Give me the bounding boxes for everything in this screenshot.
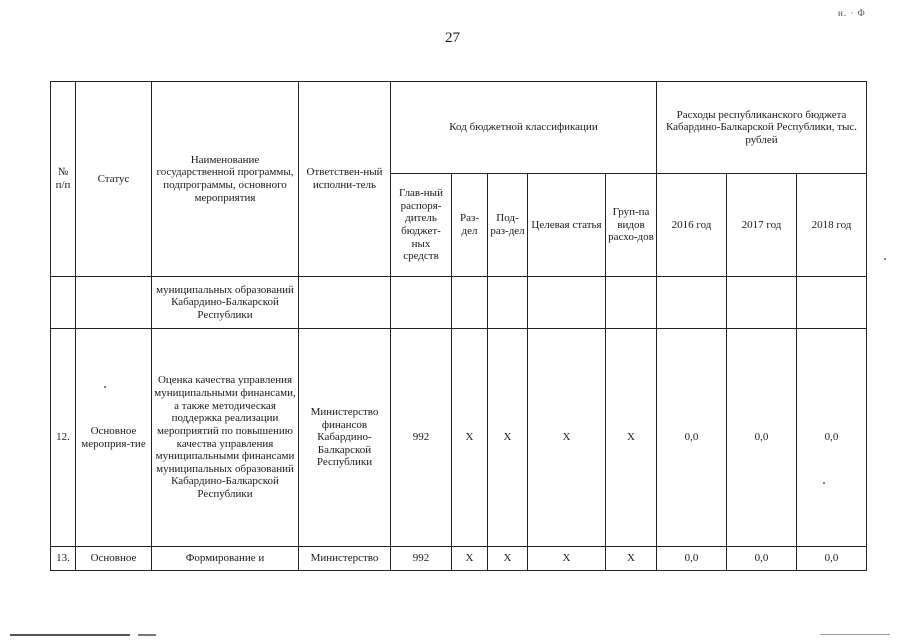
cell-2018: 0,0	[797, 547, 867, 571]
header-main-manager: Глав-ный распоря-дитель бюджет-ных средств	[391, 174, 452, 277]
cell-name: Формирование и	[152, 547, 299, 571]
cell-section	[452, 277, 488, 329]
header-status: Статус	[76, 82, 152, 277]
cell-target-article: X	[528, 547, 606, 571]
cell-2016	[657, 277, 727, 329]
scan-edge-artifact	[0, 630, 905, 640]
cell-target-article: X	[528, 329, 606, 547]
cell-subsection: X	[488, 329, 528, 547]
cell-target-article	[528, 277, 606, 329]
cell-2017: 0,0	[727, 547, 797, 571]
cell-main-manager	[391, 277, 452, 329]
header-num: № п/п	[51, 82, 76, 277]
cell-section: X	[452, 547, 488, 571]
cell-status: Основное мероприя-тие	[76, 329, 152, 547]
header-year-2018: 2018 год	[797, 174, 867, 277]
cell-2016: 0,0	[657, 329, 727, 547]
header-year-2016: 2016 год	[657, 174, 727, 277]
header-name: Наименование государственной программы, подпрограммы, основного мероприятия	[152, 82, 299, 277]
cell-section: X	[452, 329, 488, 547]
cell-expense-group: X	[606, 329, 657, 547]
cell-status: Основное	[76, 547, 152, 571]
cell-name: муниципальных образований Кабардино-Балкарской Республики	[152, 277, 299, 329]
corner-mark: н. · Ф	[838, 8, 866, 18]
header-row-1	[51, 82, 867, 174]
header-expense-group: Груп-па видов расхо-дов	[606, 174, 657, 277]
cell-status	[76, 277, 152, 329]
cell-2016: 0,0	[657, 547, 727, 571]
header-year-2017: 2017 год	[727, 174, 797, 277]
scan-speck	[884, 258, 886, 260]
header-target-article: Целевая статья	[528, 174, 606, 277]
cell-main-manager: 992	[391, 547, 452, 571]
budget-table	[50, 81, 867, 571]
page-number: 27	[445, 30, 460, 46]
header-section: Раз-дел	[452, 174, 488, 277]
header-budget-code: Код бюджетной классификации	[391, 82, 657, 174]
cell-name: Оценка качества управления муниципальными финансами, а также методическая поддержка реализации мероприятий по повышению качества управления муниципальными финансами муниципальных образований Кабардино-Балкарской Республики	[152, 329, 299, 547]
cell-responsible: Министерство	[299, 547, 391, 571]
cell-subsection: X	[488, 547, 528, 571]
table-row	[51, 329, 867, 547]
cell-subsection	[488, 277, 528, 329]
cell-responsible: Министерство финансов Кабардино-Балкарской Республики	[299, 329, 391, 547]
cell-main-manager: 992	[391, 329, 452, 547]
cell-2017	[727, 277, 797, 329]
table-row	[51, 547, 867, 571]
scan-speck	[104, 386, 106, 388]
cell-responsible	[299, 277, 391, 329]
table-row	[51, 277, 867, 329]
cell-num: 13.	[51, 547, 76, 571]
cell-num: 12.	[51, 329, 76, 547]
cell-num	[51, 277, 76, 329]
cell-2017: 0,0	[727, 329, 797, 547]
header-expenses: Расходы республиканского бюджета Кабардино-Балкарской Республики, тыс. рублей	[657, 82, 867, 174]
cell-expense-group	[606, 277, 657, 329]
header-responsible: Ответствен-ный исполни-тель	[299, 82, 391, 277]
cell-2018	[797, 277, 867, 329]
header-subsection: Под-раз-дел	[488, 174, 528, 277]
cell-2018: 0,0	[797, 329, 867, 547]
scan-speck	[823, 482, 825, 484]
cell-expense-group: X	[606, 547, 657, 571]
